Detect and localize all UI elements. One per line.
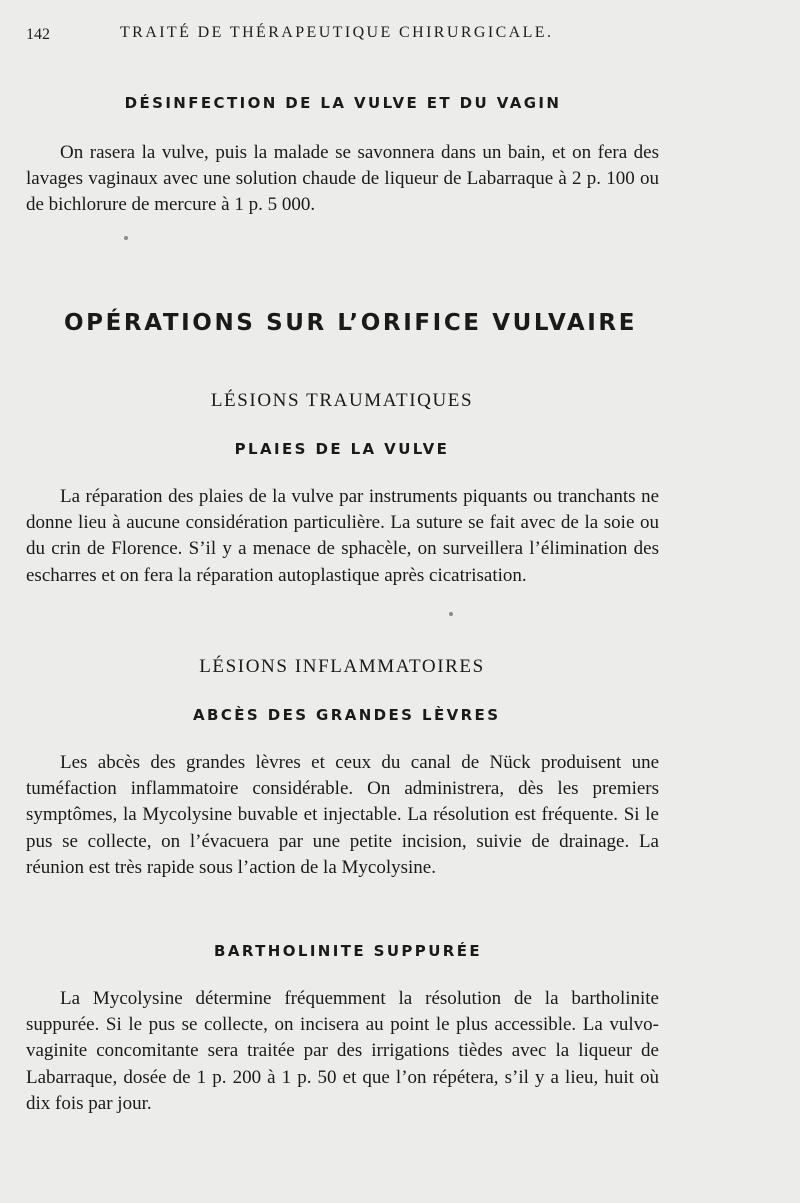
chapter-heading-operations: OPÉRATIONS SUR L’ORIFICE VULVAIRE (64, 310, 637, 336)
paragraph-desinfection: On rasera la vulve, puis la malade se savonnera dans un bain, et on fera des lavages vaginaux avec une solution chaude de liqueur de Labarraque à 2 p. 100 ou de bichlorure de mercure à 1 p. 5 000. (26, 142, 659, 216)
paper-speck (449, 612, 453, 616)
subheading-bartholinite: BARTHOLINITE SUPPURÉE (214, 942, 483, 960)
subheading-plaies-vulve: PLAIES DE LA VULVE (234, 440, 450, 458)
running-title: TRAITÉ DE THÉRAPEUTIQUE CHIRURGICALE. (120, 24, 554, 41)
running-header (26, 20, 776, 50)
section-heading-lesions-traumatiques: LÉSIONS TRAUMATIQUES (210, 390, 474, 411)
paragraph-abces-grandes-levres: Les abcès des grandes lèvres et ceux du canal de Nück produisent une tuméfaction inflammatoire considérable. On administrera, dès les premiers symptômes, la Mycolysine buvable et injectable. La résolution est fréquente. Si le pus se collecte, on l’évacuera par une petite incision, suivie de drainage. La réunion est très rapide sous l’action de la Mycolysine. (26, 752, 659, 878)
section-heading-lesions-inflammatoires: LÉSIONS INFLAMMATOIRES (199, 656, 485, 677)
section-heading-desinfection: DÉSINFECTION DE LA VULVE ET DU VAGIN (124, 94, 562, 112)
subheading-abces-grandes-levres: ABCÈS DES GRANDES LÈVRES (193, 706, 501, 724)
paragraph-bartholinite: La Mycolysine détermine fréquemment la résolution de la bartholinite suppurée. Si le pus se collecte, on incisera au point le plus accessible. La vulvo-vaginite concomitante sera traitée par des irrigations tièdes avec la liqueur de Labarraque, dosée de 1 p. 200 à 1 p. 50 et que l’on répétera, s’il y a lieu, huit où dix fois par jour. (26, 988, 659, 1114)
page-number: 142 (26, 26, 50, 43)
paper-speck (124, 236, 128, 240)
paragraph-plaies-vulve: La réparation des plaies de la vulve par instruments piquants ou tranchants ne donne lieu à aucune considération particulière. La suture se fait avec de la soie ou du crin de Florence. S’il y a menace de sphacèle, on surveillera l’élimination des escharres et on fera la réparation autoplastique après cicatrisation. (26, 486, 659, 586)
